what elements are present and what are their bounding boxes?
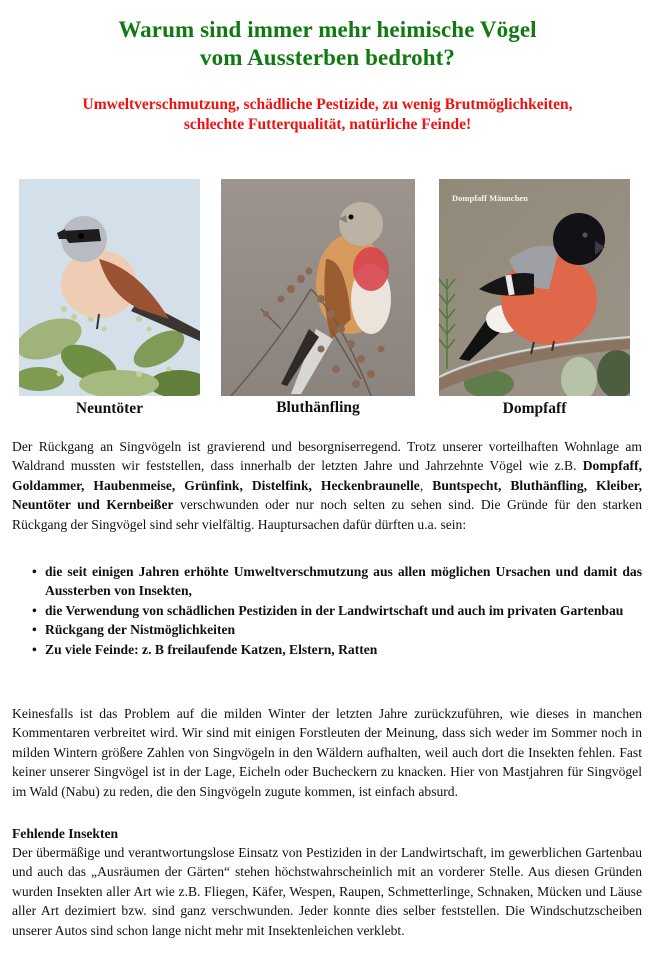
list-item-text: Zu viele Feinde: z. B freilaufende Katzen, Elstern, Ratten (45, 641, 378, 657)
list-item-text: die Verwendung von schädlichen Pestiziden in der Landwirtschaft und auch im privaten Gartenbau (45, 602, 624, 618)
list-item-text: Rückgang der Nistmöglichkeiten (45, 622, 236, 638)
caption-bluthaenfling: Bluthänfling (276, 399, 360, 416)
list-item (12, 601, 642, 620)
title-line-2: vom Aussterben bedroht? (200, 45, 455, 70)
intro-paragraph (12, 437, 642, 534)
section-heading-insects: Fehlende Insekten (12, 826, 119, 841)
list-item (12, 620, 642, 639)
page-subtitle (0, 95, 655, 135)
intro-comma: , (419, 477, 433, 493)
bullet-icon: • (32, 641, 37, 657)
causes-list (12, 562, 642, 659)
intro-text-after: verschwunden oder nur noch selten zu sehen sind. Die Gründe für den starken Rückgang der Singvögel sind sehr vielfältig. Hauptursachen dafür dürften u.a. sein: (12, 497, 642, 532)
list-item-text: die seit einigen Jahren erhöhte Umweltverschmutzung aus allen möglichen Ursachen und damit das Aussterben von Insekten, (45, 564, 642, 599)
insects-paragraph: Der übermäßige und verantwortungslose Einsatz von Pestiziden in der Landwirtschaft, im gewerblichen Gartenbau und auch das „Ausräumen der Gärten“ stehen höchstwahrscheinlich mit an vorderer Stelle. Aus diesen Gründen wurden Insekten aller Art wie z.B. Fliegen, Käfer, Wespen, Raupen, Schmetterlinge, Schnaken, Mücken und Läuse aller Art dezimiert bzw. sind ganz verschwunden. Jeder konnte dies selber feststellen. Die Windschutzscheiben unserer Autos sind schon lange nicht mehr mit Insektenleichen verklebt. (12, 845, 642, 938)
shrike-icon (19, 179, 200, 396)
shrike-photo (19, 179, 200, 396)
caption-neuntoeter: Neuntöter (75, 400, 144, 417)
caption-dompfaff: Dompfaff (502, 400, 567, 417)
linnet-photo (221, 179, 415, 396)
winter-paragraph: Keinesfalls ist das Problem auf die milden Winter der letzten Jahre zurückzuführen, wie dieses in manchen Kommentaren verbreitet wird. Wir sind mit einigen Forstleuten der Meinung, dass sich weder im Sommer noch in milden Wintern größere Zahlen von Singvögeln in den Wäldern aufhalten, weil auch dort die Insekten fehlen. Fast keiner unserer Singvögel ist in der Lage, Eicheln oder Bucheckern zu knacken. Hier von Mastjahren für Singvögel im Wald (Nabu) zu reden, die den Singvögeln zugute kommen, ist einfach absurd. (12, 706, 642, 799)
list-item (12, 640, 642, 659)
list-item (12, 562, 642, 601)
intro-bird-list-2: Buntspecht, Bluthänfling, Kleiber, Neuntöter und Kernbeißer (12, 477, 642, 513)
bullet-icon: • (32, 622, 37, 638)
title-line-1: Warum sind immer mehr heimische Vögel (118, 17, 537, 42)
bullet-icon: • (32, 564, 37, 579)
bullet-icon: • (32, 602, 37, 618)
intro-bird-list-1: Dompfaff, Goldammer, Haubenmeise, Grünfink, Distelfink, Heckenbraunelle (12, 458, 642, 493)
subtitle-line-2: schlechte Futterqualität, natürliche Feinde! (183, 116, 472, 133)
subtitle-line-1: Umweltverschmutzung, schädliche Pestizide, zu wenig Brutmöglichkeiten, (82, 96, 573, 113)
page-title (0, 16, 655, 72)
linnet-icon (221, 179, 415, 396)
intro-text-before: Der Rückgang an Singvögeln ist gravierend und besorgniserregend. Trotz unserer vorteilhaften Wohnlage am Waldrand mussten wir feststellen, dass innerhalb der letzten Jahre und Jahrzehnte Vögel wie z.B. (12, 439, 642, 474)
bullfinch-icon (439, 179, 630, 396)
bullfinch-photo (439, 179, 630, 396)
photo-overlay-label: Dompfaff Männchen (452, 193, 528, 203)
